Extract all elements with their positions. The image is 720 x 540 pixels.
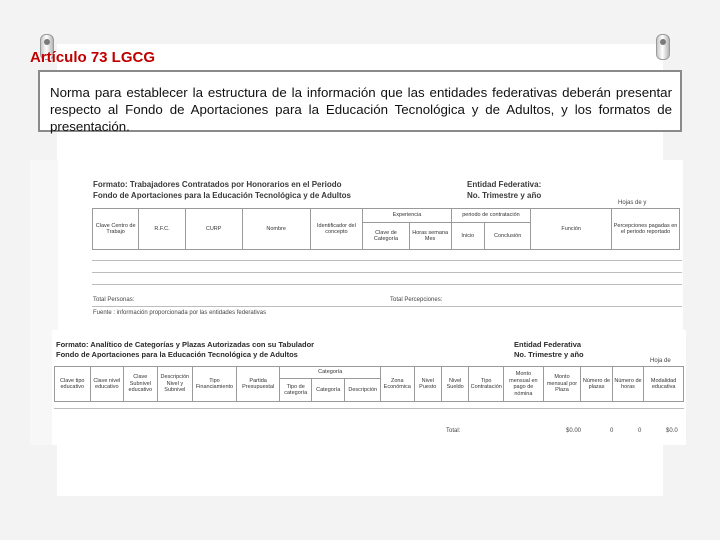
col-nivel-sueldo: Nivel Sueldo xyxy=(441,367,468,402)
form2-zero-horas: 0 xyxy=(638,428,642,434)
col-numero-horas: Número de horas xyxy=(612,367,643,402)
form1-quarter-label: No. Trimestre y año xyxy=(467,191,542,200)
form1-row-line xyxy=(92,306,682,307)
slide-title: Artículo 73 LGCG xyxy=(30,49,156,66)
form2-zero-plazas: 0 xyxy=(610,428,614,434)
description-text: Norma para establecer la estructura de la información que las entidades federativas deberán presentar respecto al Fondo de Aportaciones para la Educación Tecnológica y de Adultos, y los formatos de presentación. xyxy=(50,85,672,134)
description-textbox xyxy=(38,70,682,132)
col-inicio: Inicio xyxy=(451,223,484,250)
col-percepciones: Percepciones pagadas en el periodo reportado xyxy=(612,209,680,250)
form2-total-value: $0.00 xyxy=(566,428,582,434)
col-clave-categoria: Clave de Categoría xyxy=(363,223,409,250)
group-categoria: Categoría xyxy=(280,367,381,379)
col-descripcion: Descripción xyxy=(345,379,381,402)
form1-row-line xyxy=(92,272,682,273)
form1-header-table xyxy=(92,208,680,250)
form1-source: Fuente : información proporcionada por las entidades federativas xyxy=(93,310,267,316)
col-clave-ct: Clave Centro de Trabajo xyxy=(93,209,139,250)
form2-entity-label: Entidad Federativa xyxy=(514,340,582,349)
form2-row-line xyxy=(54,408,684,409)
form1-title-line2: Fondo de Aportaciones para la Educación Tecnológica y de Adultos xyxy=(93,191,351,200)
col-subnivel: Clave Subnivel educativo xyxy=(124,367,158,402)
col-conclusion: Conclusión xyxy=(485,223,531,250)
form2-quarter-label: No. Trimestre y año xyxy=(514,350,584,359)
col-nombre: Nombre xyxy=(242,209,310,250)
col-monto-plaza: Monto mensual por Plaza xyxy=(543,367,581,402)
col-rfc: R.F.C. xyxy=(139,209,185,250)
form2-total-trunc: $0.0 xyxy=(666,428,678,434)
form1-total-percepciones: Total Percepciones: xyxy=(390,297,443,303)
form2-total-label: Total: xyxy=(446,428,461,434)
col-categoria: Categoría xyxy=(311,379,345,402)
group-periodo: periodo de contratación xyxy=(451,209,531,223)
col-numero-plazas: Número de plazas xyxy=(581,367,612,402)
col-partida: Partida Presupuestal xyxy=(236,367,280,402)
form1-row-line xyxy=(92,284,682,285)
form-analitico-categorias xyxy=(52,330,686,445)
col-tipo-educativo: Clave tipo educativo xyxy=(55,367,91,402)
col-financiamiento: Tipo Financiamiento xyxy=(193,367,237,402)
col-nivel-puesto: Nivel Puesto xyxy=(414,367,441,402)
col-horas: Horas semana Mes xyxy=(409,223,451,250)
group-experiencia: Experiencia xyxy=(363,209,451,223)
col-tipo-contratacion: Tipo Contratación xyxy=(469,367,504,402)
col-nivel-educativo: Clave nivel educativo xyxy=(90,367,124,402)
col-curp: CURP xyxy=(185,209,242,250)
form1-row-line xyxy=(92,260,682,261)
col-funcion: Función xyxy=(531,209,612,250)
col-descripcion-nivel: Descripción Nivel y Subnivel xyxy=(157,367,193,402)
form1-title-line1: Formato: Trabajadores Contratados por Honorarios en el Periodo xyxy=(93,180,342,189)
form1-page-label: Hojas de y xyxy=(618,200,647,206)
col-modalidad: Modalidad educativa xyxy=(644,367,684,402)
form2-title-line2: Fondo de Aportaciones para la Educación Tecnológica y de Adultos xyxy=(56,350,298,359)
col-identificador: Identificador del concepto xyxy=(310,209,363,250)
col-zona: Zona Económica xyxy=(381,367,415,402)
form1-entity-label: Entidad Federativa: xyxy=(467,180,542,189)
col-monto-nomina: Monto mensual en pago de nómina xyxy=(504,367,544,402)
col-tipo-categoria: Tipo de categoría xyxy=(280,379,311,402)
pin-icon-right xyxy=(656,34,670,60)
form2-page-label: Hoja de xyxy=(650,358,671,364)
form1-total-personas: Total Personas: xyxy=(93,297,135,303)
form2-header-table xyxy=(54,366,684,402)
form2-title-line1: Formato: Analítico de Categorías y Plazas Autorizadas con su Tabulador xyxy=(56,340,315,349)
